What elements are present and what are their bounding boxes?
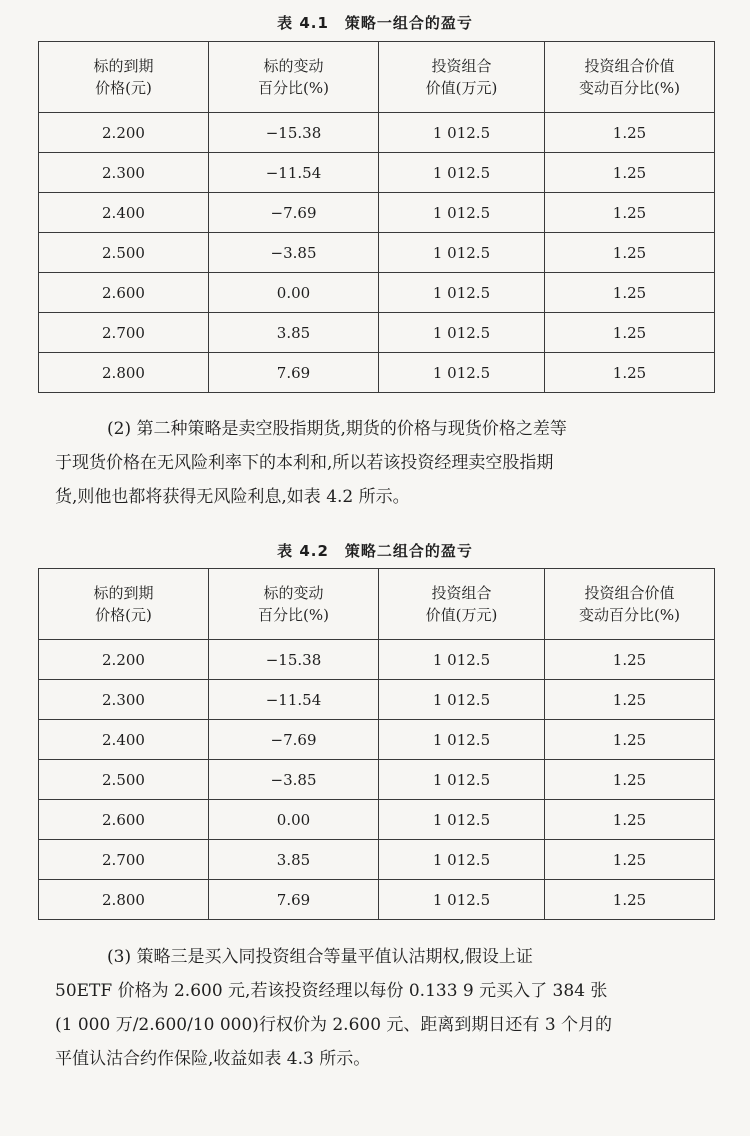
table-cell: 2.600 xyxy=(39,800,209,840)
paragraph-line: (3) 策略三是买入同投资组合等量平值认沽期权,假设上证 xyxy=(107,947,533,967)
table-4-1 xyxy=(38,41,715,393)
table-cell: 1.25 xyxy=(545,800,715,840)
table-row xyxy=(39,640,715,680)
table-row xyxy=(39,113,715,153)
paragraph-strategy-2 xyxy=(55,412,715,514)
table-row xyxy=(39,193,715,233)
table-cell: 7.69 xyxy=(209,880,379,920)
table-cell: 1 012.5 xyxy=(379,193,545,233)
table-row xyxy=(39,760,715,800)
table-cell: 1 012.5 xyxy=(379,353,545,393)
table-cell: 1.25 xyxy=(545,680,715,720)
table-cell: 2.500 xyxy=(39,760,209,800)
table-cell: −7.69 xyxy=(209,193,379,233)
table-cell: 2.700 xyxy=(39,313,209,353)
table-cell: −15.38 xyxy=(209,113,379,153)
table-cell: 1 012.5 xyxy=(379,800,545,840)
table-cell: 1 012.5 xyxy=(379,233,545,273)
table-header-row xyxy=(39,569,715,640)
paragraph-strategy-3 xyxy=(55,940,715,1076)
table-cell: 1.25 xyxy=(545,880,715,920)
table-cell: 2.200 xyxy=(39,113,209,153)
paragraph-line: 于现货价格在无风险利率下的本利和,所以若该投资经理卖空股指期 xyxy=(55,453,554,473)
table-cell: 1 012.5 xyxy=(379,680,545,720)
table-cell: 1.25 xyxy=(545,313,715,353)
table-cell: 1.25 xyxy=(545,233,715,273)
table-cell: 3.85 xyxy=(209,840,379,880)
table-header-row xyxy=(39,42,715,113)
table-cell: 1.25 xyxy=(545,273,715,313)
table-cell: 1.25 xyxy=(545,353,715,393)
header-cell: 投资组合 价值(万元) xyxy=(379,42,545,113)
table-cell: −11.54 xyxy=(209,153,379,193)
table-row xyxy=(39,880,715,920)
table-cell: 1 012.5 xyxy=(379,640,545,680)
table-4-2-caption: 表 4.2 策略二组合的盈亏 xyxy=(277,542,473,560)
table-cell: 1 012.5 xyxy=(379,313,545,353)
paragraph-line: 平值认沽合约作保险,收益如表 4.3 所示。 xyxy=(55,1049,371,1069)
header-cell: 标的到期 价格(元) xyxy=(39,569,209,640)
table-row xyxy=(39,273,715,313)
table-4-2 xyxy=(38,568,715,920)
table-4-1-caption: 表 4.1 策略一组合的盈亏 xyxy=(277,14,473,32)
table-cell: 1 012.5 xyxy=(379,880,545,920)
table-cell: 2.300 xyxy=(39,153,209,193)
table-row xyxy=(39,353,715,393)
table-cell: 0.00 xyxy=(209,273,379,313)
table-cell: 1 012.5 xyxy=(379,840,545,880)
table-cell: −11.54 xyxy=(209,680,379,720)
table-cell: 2.700 xyxy=(39,840,209,880)
paragraph-line: 货,则他也都将获得无风险利息,如表 4.2 所示。 xyxy=(55,487,410,507)
table-cell: 7.69 xyxy=(209,353,379,393)
table-cell: 1.25 xyxy=(545,193,715,233)
header-cell: 投资组合价值 变动百分比(%) xyxy=(545,569,715,640)
table-row xyxy=(39,720,715,760)
header-cell: 投资组合价值 变动百分比(%) xyxy=(545,42,715,113)
table-cell: 1.25 xyxy=(545,720,715,760)
table-row xyxy=(39,800,715,840)
header-cell: 标的变动 百分比(%) xyxy=(209,569,379,640)
header-cell: 标的到期 价格(元) xyxy=(39,42,209,113)
table-row xyxy=(39,840,715,880)
table-cell: 1.25 xyxy=(545,840,715,880)
table-cell: 2.400 xyxy=(39,193,209,233)
header-cell: 标的变动 百分比(%) xyxy=(209,42,379,113)
table-row xyxy=(39,153,715,193)
table-cell: −7.69 xyxy=(209,720,379,760)
table-cell: 1 012.5 xyxy=(379,153,545,193)
table-row xyxy=(39,233,715,273)
table-cell: 2.400 xyxy=(39,720,209,760)
table-cell: 1.25 xyxy=(545,153,715,193)
paragraph-line: (1 000 万/2.600/10 000)行权价为 2.600 元、距离到期日还有 3 个月的 xyxy=(55,1015,613,1035)
table-cell: 1 012.5 xyxy=(379,760,545,800)
table-row xyxy=(39,313,715,353)
table-cell: −15.38 xyxy=(209,640,379,680)
table-cell: 2.800 xyxy=(39,880,209,920)
table-cell: 2.800 xyxy=(39,353,209,393)
table-cell: 0.00 xyxy=(209,800,379,840)
table-cell: 1 012.5 xyxy=(379,720,545,760)
table-cell: 1.25 xyxy=(545,760,715,800)
table-cell: 2.200 xyxy=(39,640,209,680)
table-cell: 2.300 xyxy=(39,680,209,720)
table-row xyxy=(39,680,715,720)
table-cell: 1 012.5 xyxy=(379,273,545,313)
table-cell: 1.25 xyxy=(545,113,715,153)
table-cell: −3.85 xyxy=(209,233,379,273)
table-cell: 3.85 xyxy=(209,313,379,353)
table-cell: −3.85 xyxy=(209,760,379,800)
table-cell: 2.600 xyxy=(39,273,209,313)
header-cell: 投资组合 价值(万元) xyxy=(379,569,545,640)
paragraph-line: (2) 第二种策略是卖空股指期货,期货的价格与现货价格之差等 xyxy=(107,419,567,439)
table-cell: 2.500 xyxy=(39,233,209,273)
table-cell: 1 012.5 xyxy=(379,113,545,153)
paragraph-line: 50ETF 价格为 2.600 元,若该投资经理以每份 0.133 9 元买入了 384 张 xyxy=(55,981,608,1001)
table-cell: 1.25 xyxy=(545,640,715,680)
